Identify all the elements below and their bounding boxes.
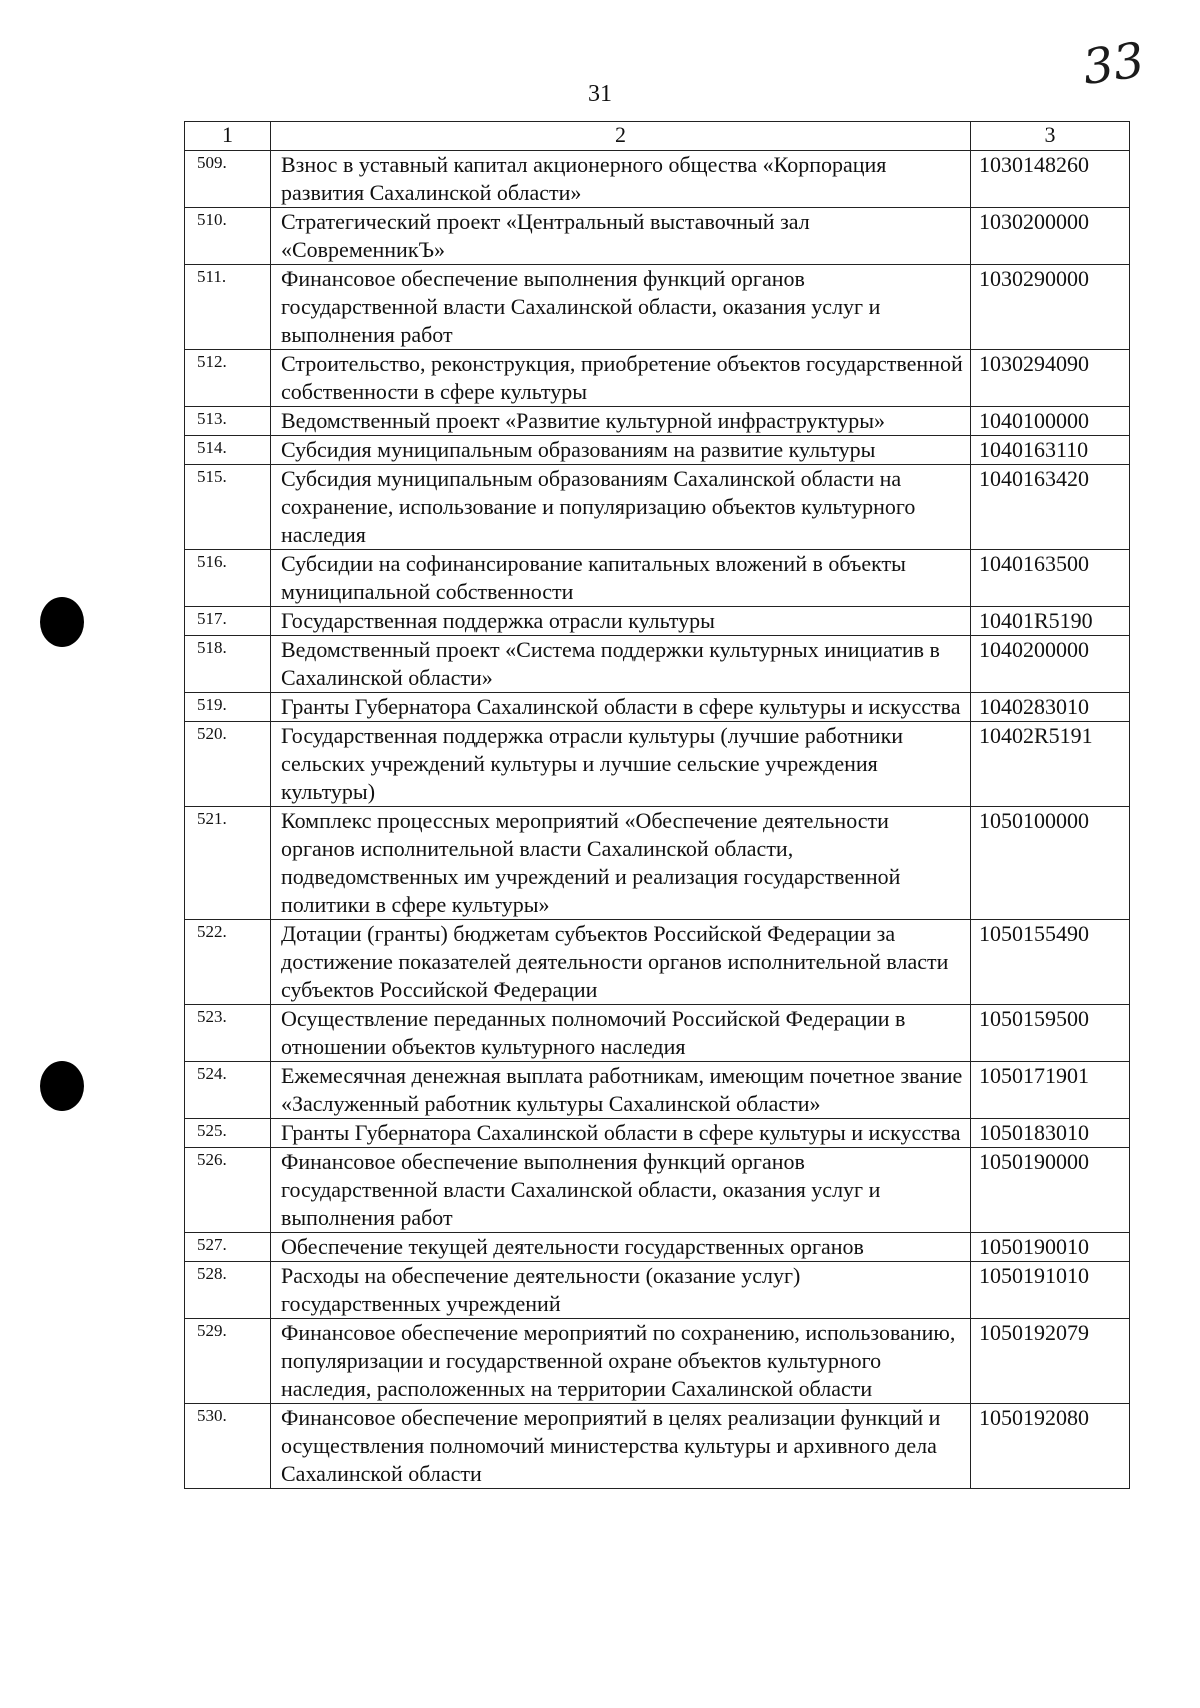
row-code: 1040200000 [971,636,1130,693]
column-header-1: 1 [185,122,271,151]
row-number: 514. [185,436,271,465]
row-name: Гранты Губернатора Сахалинской области в сфере культуры и искусства [271,693,971,722]
row-code: 1050100000 [971,807,1130,920]
table-row [185,636,1130,693]
table-row [185,407,1130,436]
row-number: 518. [185,636,271,693]
row-number: 519. [185,693,271,722]
row-name: Финансовое обеспечение выполнения функций органов государственной власти Сахалинской области, оказания услуг и выполнения работ [271,1148,971,1233]
table-row [185,1233,1130,1262]
row-number: 517. [185,607,271,636]
row-number: 528. [185,1262,271,1319]
column-header-2: 2 [271,122,971,151]
row-number: 525. [185,1119,271,1148]
row-number: 515. [185,465,271,550]
budget-table [184,121,1129,1489]
column-header-3: 3 [971,122,1130,151]
row-code: 10402R5191 [971,722,1130,807]
row-code: 1040163420 [971,465,1130,550]
row-code: 1050192080 [971,1404,1130,1489]
punch-hole [40,597,84,647]
row-number: 523. [185,1005,271,1062]
row-name: Ежемесячная денежная выплата работникам, имеющим почетное звание «Заслуженный работник культуры Сахалинской области» [271,1062,971,1119]
row-code: 1040100000 [971,407,1130,436]
row-name: Государственная поддержка отрасли культуры (лучшие работники сельских учреждений культуры и лучшие сельские учреждения культуры) [271,722,971,807]
row-number: 526. [185,1148,271,1233]
row-number: 524. [185,1062,271,1119]
row-number: 509. [185,151,271,208]
punch-hole [40,1061,84,1111]
row-name: Комплекс процессных мероприятий «Обеспечение деятельности органов исполнительной власти Сахалинской области, подведомственных им учреждений и реализация государственной политики в сфере культуры» [271,807,971,920]
table-row [185,151,1130,208]
table-row [185,1005,1130,1062]
table-row [185,436,1130,465]
row-code: 1050191010 [971,1262,1130,1319]
row-number: 511. [185,265,271,350]
row-name: Ведомственный проект «Система поддержки культурных инициатив в Сахалинской области» [271,636,971,693]
row-code: 1030294090 [971,350,1130,407]
table-row [185,722,1130,807]
table-row [185,265,1130,350]
table-row [185,807,1130,920]
row-name: Государственная поддержка отрасли культуры [271,607,971,636]
row-name: Субсидия муниципальным образованиям Сахалинской области на сохранение, использование и популяризацию объектов культурного наследия [271,465,971,550]
row-name: Гранты Губернатора Сахалинской области в сфере культуры и искусства [271,1119,971,1148]
row-name: Обеспечение текущей деятельности государственных органов [271,1233,971,1262]
table-row [185,1119,1130,1148]
row-number: 510. [185,208,271,265]
row-name: Строительство, реконструкция, приобретение объектов государственной собственности в сфере культуры [271,350,971,407]
row-code: 1050159500 [971,1005,1130,1062]
table-row [185,693,1130,722]
row-name: Стратегический проект «Центральный выставочный зал «СовременникЪ» [271,208,971,265]
handwritten-page-number: 33 [1079,32,1148,96]
row-number: 512. [185,350,271,407]
row-name: Субсидия муниципальным образованиям на развитие культуры [271,436,971,465]
table-row [185,208,1130,265]
row-name: Субсидии на софинансирование капитальных вложений в объекты муниципальной собственности [271,550,971,607]
row-code: 1040163110 [971,436,1130,465]
row-code: 1050190010 [971,1233,1130,1262]
row-name: Ведомственный проект «Развитие культурной инфраструктуры» [271,407,971,436]
page-number: 31 [588,81,612,107]
row-code: 1050183010 [971,1119,1130,1148]
classification-table [184,121,1130,1489]
table-row [185,920,1130,1005]
table-row [185,1262,1130,1319]
header-row [185,122,1130,151]
row-number: 513. [185,407,271,436]
row-name: Дотации (гранты) бюджетам субъектов Российской Федерации за достижение показателей деятельности органов исполнительной власти субъектов Российской Федерации [271,920,971,1005]
row-code: 1050192079 [971,1319,1130,1404]
table-row [185,1404,1130,1489]
table-row [185,550,1130,607]
row-code: 1040163500 [971,550,1130,607]
row-number: 530. [185,1404,271,1489]
row-name: Расходы на обеспечение деятельности (оказание услуг) государственных учреждений [271,1262,971,1319]
row-number: 520. [185,722,271,807]
table-row [185,1319,1130,1404]
row-name: Осуществление переданных полномочий Российской Федерации в отношении объектов культурного наследия [271,1005,971,1062]
table-row [185,350,1130,407]
row-number: 521. [185,807,271,920]
row-code: 10401R5190 [971,607,1130,636]
row-name: Финансовое обеспечение выполнения функций органов государственной власти Сахалинской области, оказания услуг и выполнения работ [271,265,971,350]
row-number: 516. [185,550,271,607]
row-code: 1040283010 [971,693,1130,722]
row-name: Взнос в уставный капитал акционерного общества «Корпорация развития Сахалинской области» [271,151,971,208]
table-row [185,1062,1130,1119]
row-name: Финансовое обеспечение мероприятий в целях реализации функций и осуществления полномочий министерства культуры и архивного дела Сахалинской области [271,1404,971,1489]
row-name: Финансовое обеспечение мероприятий по сохранению, использованию, популяризации и государственной охране объектов культурного наследия, расположенных на территории Сахалинской области [271,1319,971,1404]
table-row [185,465,1130,550]
table-row [185,1148,1130,1233]
row-number: 529. [185,1319,271,1404]
row-number: 522. [185,920,271,1005]
row-number: 527. [185,1233,271,1262]
row-code: 1030290000 [971,265,1130,350]
table-body [185,151,1130,1489]
row-code: 1050171901 [971,1062,1130,1119]
row-code: 1030200000 [971,208,1130,265]
row-code: 1030148260 [971,151,1130,208]
table-row [185,607,1130,636]
row-code: 1050190000 [971,1148,1130,1233]
row-code: 1050155490 [971,920,1130,1005]
